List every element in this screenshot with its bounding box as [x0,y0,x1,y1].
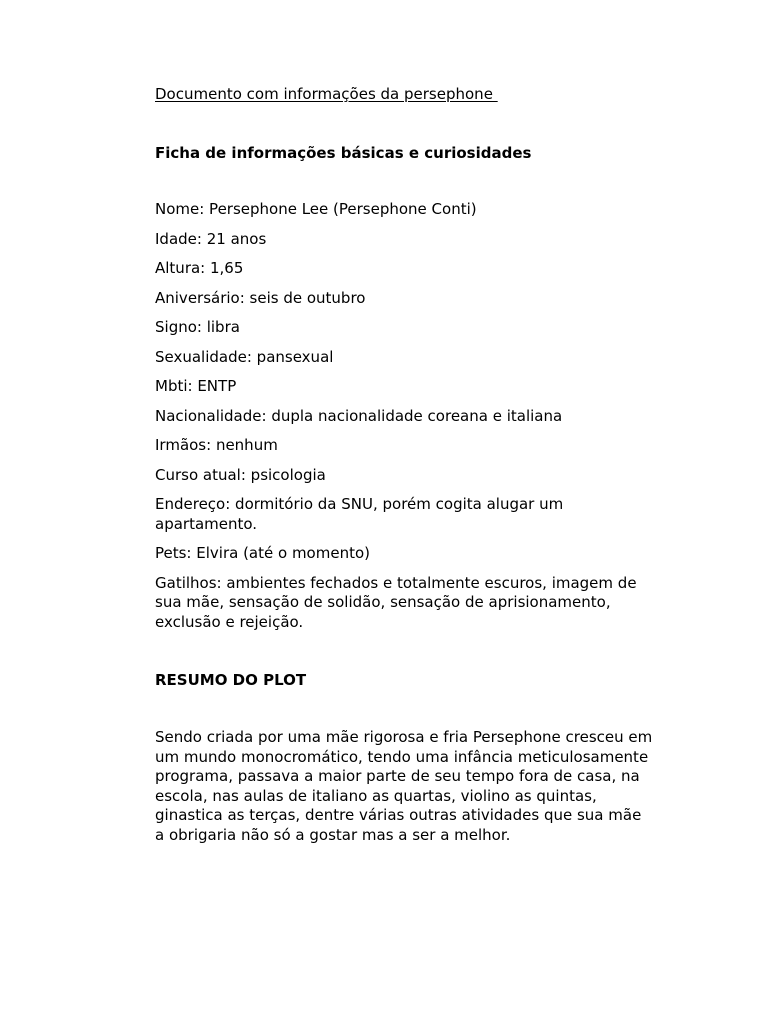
field-gatilhos: Gatilhos: ambientes fechados e totalmente escuros, imagem de sua mãe, sensação de solidão, sensação de aprisionamento, exclusão e rejeição. [155,573,637,631]
field-altura: Altura: 1,65 [155,259,244,277]
field-sexualidade: Sexualidade: pansexual [155,347,334,366]
field-aniversario: Aniversário: seis de outubro [155,288,366,307]
field-nacionalidade: Nacionalidade: dupla nacionalidade coreana e italiana [155,406,563,425]
document-content [155,83,655,845]
document-title: Documento com informações da persephone [155,85,498,103]
field-signo: Signo: libra [155,318,240,336]
field-mbti: Mbti: ENTP [155,377,237,395]
field-idade: Idade: 21 anos [155,229,267,248]
field-pets: Pets: Elvira (até o momento) [155,544,370,562]
field-endereco: Endereço: dormitório da SNU, porém cogita alugar um apartamento. [155,495,564,533]
plot-heading: RESUMO DO PLOT [155,671,307,689]
info-heading: Ficha de informações básicas e curiosidades [155,144,532,162]
field-nome: Nome: Persephone Lee (Persephone Conti) [155,200,477,218]
field-curso: Curso atual: psicologia [155,465,326,484]
info-fields-list [155,200,655,632]
field-irmaos: Irmãos: nenhum [155,436,278,454]
plot-paragraph: Sendo criada por uma mãe rigorosa e fria Persephone cresceu em um mundo monocromático, tendo uma infância meticulosamente programa, passava a maior parte de seu tempo fora de casa, na escola, nas aulas de italiano as quartas, violino as quintas, ginastica as terças, dentre várias outras atividades que sua mãe a obrigaria não só a gostar mas a ser a melhor. [155,728,653,844]
